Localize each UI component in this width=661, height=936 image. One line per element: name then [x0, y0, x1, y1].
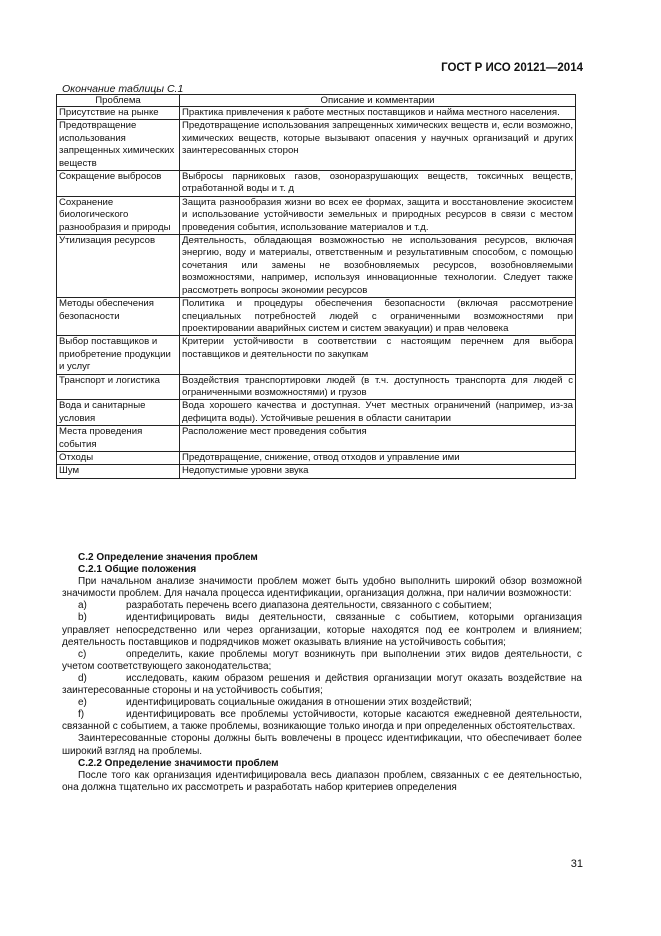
table-row [57, 451, 576, 464]
list-item [62, 612, 582, 648]
list-letter: e) [78, 697, 87, 709]
list-text: идентифицировать социальные ожидания в отношении этих воздействий; [126, 697, 472, 709]
table-row [57, 120, 576, 171]
table-row [57, 336, 576, 374]
column-header-description: Описание и комментарии [180, 95, 576, 107]
list-item [62, 673, 582, 697]
description-cell: Критерии устойчивости в соответствии с настоящим перечнем для выбора поставщиков и деятельности по закупкам [180, 336, 576, 374]
problem-cell: Предотвращение использования запрещенных химических веществ [57, 120, 180, 171]
problem-cell: Транспорт и логистика [57, 374, 180, 400]
table-row [57, 426, 576, 452]
description-cell: Практика привлечения к работе местных поставщиков и найма местного населения. [180, 107, 576, 120]
problem-cell: Сокращение выбросов [57, 171, 180, 197]
description-cell: Воздействия транспортировки людей (в т.ч. доступность транспорта для людей с ограниченными возможностями) и грузов [180, 374, 576, 400]
description-cell: Предотвращение, снижение, отвод отходов и управление ими [180, 451, 576, 464]
problem-cell: Сохранение биологического разнообразия и природы [57, 196, 180, 234]
problem-cell: Присутствие на рынке [57, 107, 180, 120]
table-row [57, 298, 576, 336]
description-cell: Вода хорошего качества и доступная. Учет местных ограничений (например, из-за дефицита воды). Устойчивые решения в области санитарии [180, 400, 576, 426]
table-header-row [57, 95, 576, 107]
problem-cell: Шум [57, 465, 180, 478]
paragraph: Заинтересованные стороны должны быть вовлечены в процесс идентификации, что обеспечивает более широкий взгляд на проблемы. [62, 733, 582, 757]
description-cell: Недопустимые уровни звука [180, 465, 576, 478]
problem-cell: Утилизация ресурсов [57, 235, 180, 298]
list-item [62, 697, 582, 709]
table-row [57, 235, 576, 298]
table-row [57, 107, 576, 120]
table-row [57, 196, 576, 234]
section-heading-c2: С.2 Определение значения проблем [78, 552, 258, 563]
description-cell: Деятельность, обладающая возможностью не использования ресурсов, включая энергию, воду и материалы, ответственным и результативным способом, с помощью сочетания или замены не возобновляемых ресурсов, возобновляемыми возможностями, например, используя инновационные технологии. Следует также рассмотреть вопросы экономии ресурсов [180, 235, 576, 298]
list-text: определить, какие проблемы могут возникнуть при выполнении этих видов деятельности, с учетом соответствующего законодательства; [62, 648, 582, 672]
paragraph: После того как организация идентифицировала весь диапазон проблем, связанных с ее деятельностью, она должна тщательно их рассмотреть и разработать набор критериев определения [62, 769, 582, 793]
problem-cell: Методы обеспечения безопасности [57, 298, 180, 336]
description-cell: Предотвращение использования запрещенных химических веществ и, если возможно, химических веществ, которые вызывают опасения у научных организаций и других заинтересованных сторон [180, 120, 576, 171]
list-letter: c) [78, 648, 87, 660]
list-letter: f) [78, 709, 85, 721]
list-text: разработать перечень всего диапазона деятельности, связанного с событием; [126, 600, 492, 612]
problem-cell: Отходы [57, 451, 180, 464]
description-cell: Выбросы парниковых газов, озоноразрушающих веществ, токсичных веществ, отработанной воды и т. д [180, 171, 576, 197]
paragraph: При начальном анализе значимости проблем может быть удобно выполнить широкий обзор возможной значимости проблем. Для начала процесса идентификации, организация должна, при наличии возможности: [62, 576, 582, 600]
problem-cell: Места проведения события [57, 426, 180, 452]
issues-table [56, 94, 576, 479]
list-text: идентифицировать виды деятельности, связанные с событием, которыми организация управляет непосредственно или через организации, которые находятся под ее контролем и влиянием; деятельность поставщиков и подрядчиков может оказывать влияние на устойчивость события; [62, 612, 582, 648]
section-body [62, 552, 582, 794]
problem-cell: Вода и санитарные условия [57, 400, 180, 426]
section-heading-c21: С.2.1 Общие положения [78, 564, 197, 576]
description-cell: Защита разнообразия жизни во всех ее формах, защита и восстановление экосистем и использование устойчивости земельных и природных ресурсов в связи с местом проведения события, использование материалов и т.д. [180, 196, 576, 234]
list-letter: d) [78, 672, 87, 684]
page-number: 31 [570, 858, 583, 870]
list-text: идентифицировать все проблемы устойчивости, которые касаются ежедневной деятельности, связанной с событием, а также проблемы, возникающие только иногда и при определенных обстоятельствах. [62, 709, 582, 733]
description-cell: Расположение мест проведения события [180, 426, 576, 452]
table-row [57, 171, 576, 197]
table-row [57, 465, 576, 478]
column-header-problem: Проблема [57, 95, 180, 107]
list-item [62, 649, 582, 673]
problem-cell: Выбор поставщиков и приобретение продукции и услуг [57, 336, 180, 374]
list-letter: a) [78, 600, 87, 612]
standard-header: ГОСТ Р ИСО 20121—2014 [441, 62, 583, 74]
description-cell: Политика и процедуры обеспечения безопасности (включая рассмотрение специальных потребностей людей с ограниченными возможностями при проектировании аварийных систем и систем эвакуации) и прав человека [180, 298, 576, 336]
section-heading-c22: С.2.2 Определение значимости проблем [78, 757, 279, 769]
list-item [62, 600, 582, 612]
table-caption: Окончание таблицы С.1 [62, 83, 184, 95]
list-letter: b) [78, 612, 87, 624]
table-row [57, 374, 576, 400]
list-item [62, 709, 582, 733]
table-row [57, 400, 576, 426]
list-text: исследовать, каким образом решения и действия организации могут оказать воздействие на заинтересованные стороны и на устойчивость события; [62, 672, 582, 697]
